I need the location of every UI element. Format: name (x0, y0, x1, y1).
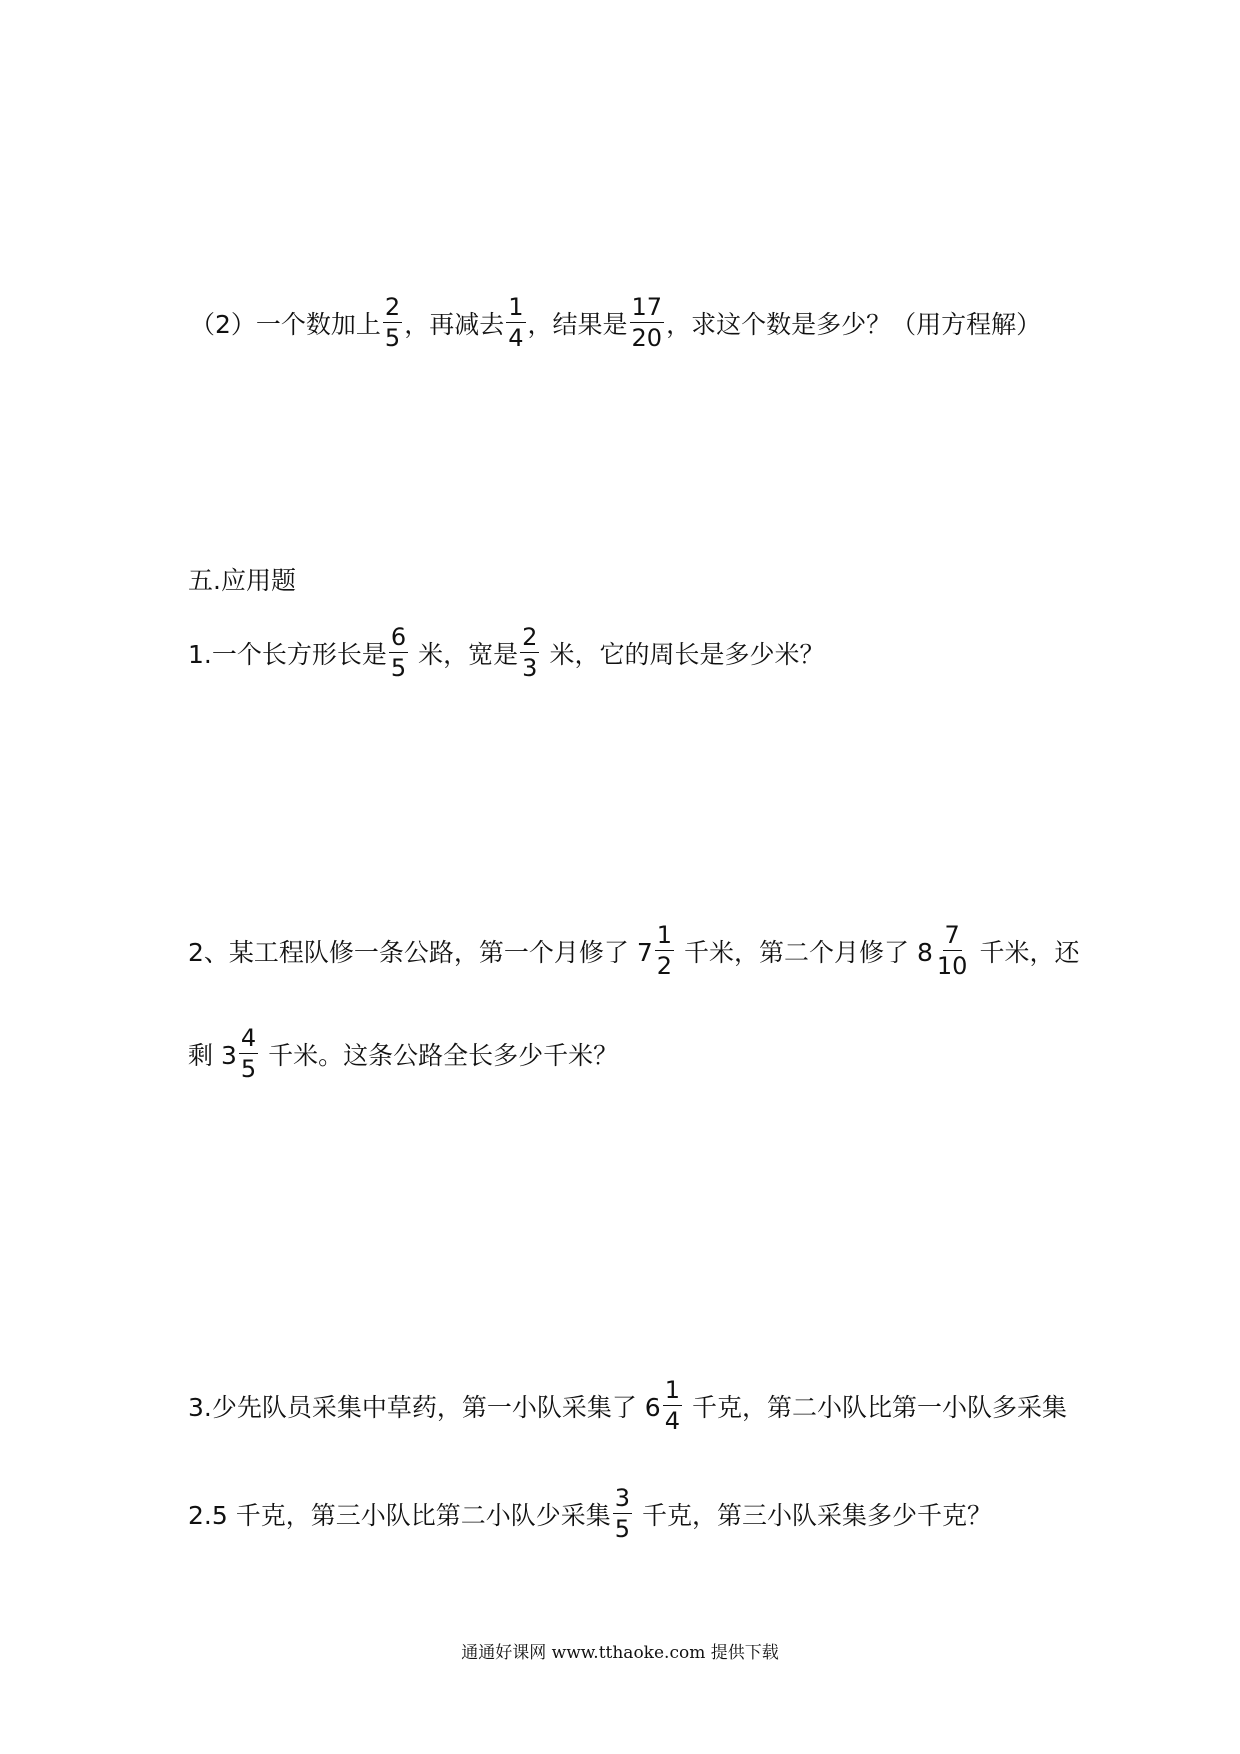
fraction: $\frac{6}{5}$ (390, 623, 407, 683)
problem-2-text-2: 千米，第二个月修了 8 (684, 937, 933, 967)
fraction: $\frac{2}{3}$ (522, 623, 538, 683)
problem-2-line-1 (188, 922, 1079, 980)
problem-3-text-4: 千克，第三小队采集多少千克？ (642, 1500, 993, 1530)
problem-2-text-5: 千米。这条公路全长多少千米？ (268, 1040, 619, 1070)
fraction: $\frac{1}{4}$ (508, 293, 524, 353)
problem-2-text-1: 2、某工程队修一条公路，第一个月修了 7 (188, 937, 653, 967)
question-2-text-1: 一个数加上 (255, 309, 381, 339)
fraction: $\frac{1}{2}$ (656, 921, 673, 981)
question-2-text-2: ，再减去 (404, 309, 505, 339)
problem-3-text-3: 2.5 千克，第三小队比第二小队少采集 (188, 1500, 611, 1530)
question-2-label: （2） (190, 309, 256, 339)
fraction: $\frac{1}{4}$ (664, 1376, 680, 1436)
section-title-text: 五.应用题 (188, 566, 296, 595)
problem-1 (188, 624, 824, 682)
fraction: $\frac{4}{5}$ (240, 1024, 257, 1084)
problem-1-text-2: 米，宽是 (418, 639, 519, 669)
section-title (188, 561, 296, 597)
problem-2-text-3: 千米，还 (979, 937, 1080, 967)
problem-1-text-3: 米，它的周长是多少米？ (549, 639, 825, 669)
problem-1-text-1: 1.一个长方形长是 (188, 639, 387, 669)
fraction: $\frac{7}{10}$ (936, 921, 968, 981)
page-footer: 通通好课网 www.tthaoke.com 提供下载 (461, 1643, 779, 1663)
question-2-text-3: ，结果是 (527, 309, 628, 339)
fraction: $\frac{3}{5}$ (614, 1484, 630, 1544)
question-2 (190, 294, 1041, 352)
question-2-text-4: ，求这个数是多少？（用方程解） (666, 309, 1042, 339)
fraction: $\frac{17}{20}$ (631, 293, 663, 353)
problem-3-line-1 (188, 1377, 1067, 1435)
problem-3-text-2: 千克，第二小队比第一小队多采集 (692, 1392, 1068, 1422)
problem-3-line-2 (188, 1485, 992, 1543)
problem-2-text-4: 剩 3 (188, 1040, 237, 1070)
problem-3-text-1: 3.少先队员采集中草药，第一小队采集了 6 (188, 1392, 661, 1422)
problem-2-line-2 (188, 1025, 618, 1083)
fraction: $\frac{2}{5}$ (384, 293, 401, 353)
